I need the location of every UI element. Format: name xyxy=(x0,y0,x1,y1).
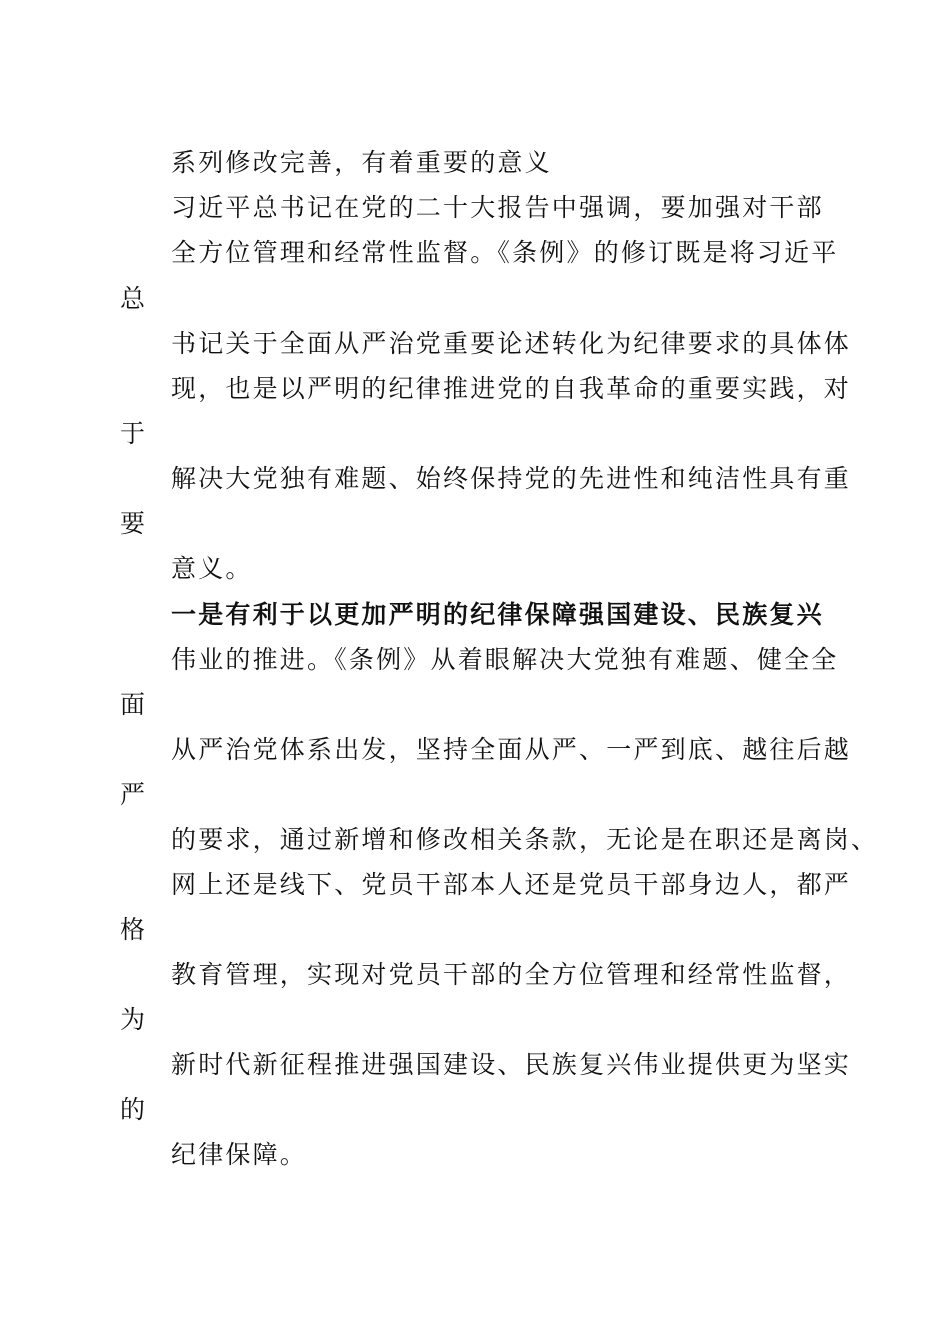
text-line-22: 的 xyxy=(120,1095,148,1124)
text-line-8: 解决大党独有难题、始终保持党的先进性和纯洁性具有重 xyxy=(171,464,852,493)
text-line-12: 伟业的推进。《条例》从着眼解决大党独有难题、健全全 xyxy=(171,645,839,674)
text-line-21: 新时代新征程推进强国建设、民族复兴伟业提供更为坚实 xyxy=(171,1050,852,1079)
text-line-16: 的要求，通过新增和修改相关条款，无论是在职还是离岗、 xyxy=(171,825,879,854)
text-line-4: 总 xyxy=(120,284,148,313)
section-heading: 一是有利于以更加严明的纪律保障强国建设、民族复兴 xyxy=(171,600,824,629)
text-line-15: 严 xyxy=(120,780,148,809)
text-line-9: 要 xyxy=(120,509,148,538)
text-line-13: 面 xyxy=(120,690,148,719)
text-line-6: 现，也是以严明的纪律推进党的自我革命的重要实践，对 xyxy=(171,374,852,403)
text-line-23: 纪律保障。 xyxy=(171,1140,308,1169)
text-line-19: 教育管理，实现对党员干部的全方位管理和经常性监督， xyxy=(171,960,852,989)
text-line-5: 书记关于全面从严治党重要论述转化为纪律要求的具体体 xyxy=(171,329,852,358)
text-line-17: 网上还是线下、党员干部本人还是党员干部身边人，都严 xyxy=(171,870,852,899)
text-line-20: 为 xyxy=(120,1005,148,1034)
text-line-7: 于 xyxy=(120,419,148,448)
text-line-2: 习近平总书记在党的二十大报告中强调，要加强对干部 xyxy=(171,193,824,222)
text-line-10: 意义。 xyxy=(171,554,253,583)
text-line-1: 系列修改完善，有着重要的意义 xyxy=(171,148,552,177)
text-line-3: 全方位管理和经常性监督。《条例》的修订既是将习近平 xyxy=(171,238,839,267)
text-line-14: 从严治党体系出发，坚持全面从严、一严到底、越往后越 xyxy=(171,735,852,764)
text-line-18: 格 xyxy=(120,915,148,944)
